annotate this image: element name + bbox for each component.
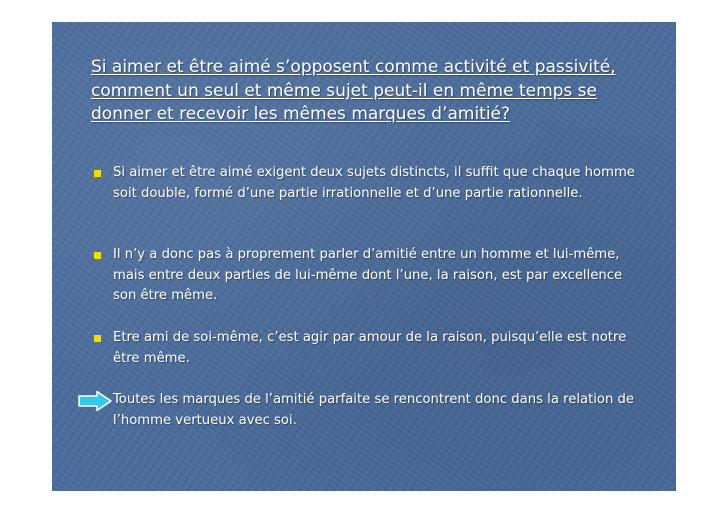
conclusion-text: Toutes les marques de l’amitié parfaite se rencontrent donc dans la relation de l’homme vertueux avec soi. (113, 392, 635, 428)
conclusion-item (91, 390, 651, 432)
bullet-text: Si aimer et être aimé exigent deux sujets distincts, il suffit que chaque homme soit double, formé d’une partie irrationnelle et d’une partie rationnelle. (113, 165, 635, 201)
slide (52, 22, 676, 491)
bullet-text: Il n’y a donc pas à proprement parler d’amitié entre un homme et lui-même, mais entre deux parties de lui-même dont l’une, la raison, est par excellence son être même. (113, 247, 623, 303)
bullet-text: Etre ami de soi-même, c’est agir par amour de la raison, puisqu’elle est notre être même. (113, 330, 627, 366)
square-bullet-icon (94, 170, 101, 177)
slide-title: Si aimer et être aimé s’opposent comme activité et passivité, comment un seul et même sujet peut-il en même temps se donner et recevoir les mêmes marques d’amitié? (91, 57, 616, 124)
square-bullet-icon (94, 252, 101, 259)
square-bullet-icon (94, 335, 101, 342)
arrow-right-icon (77, 390, 113, 412)
bullet-item (91, 328, 651, 370)
bullet-item (91, 163, 651, 225)
bullet-item (91, 245, 651, 307)
